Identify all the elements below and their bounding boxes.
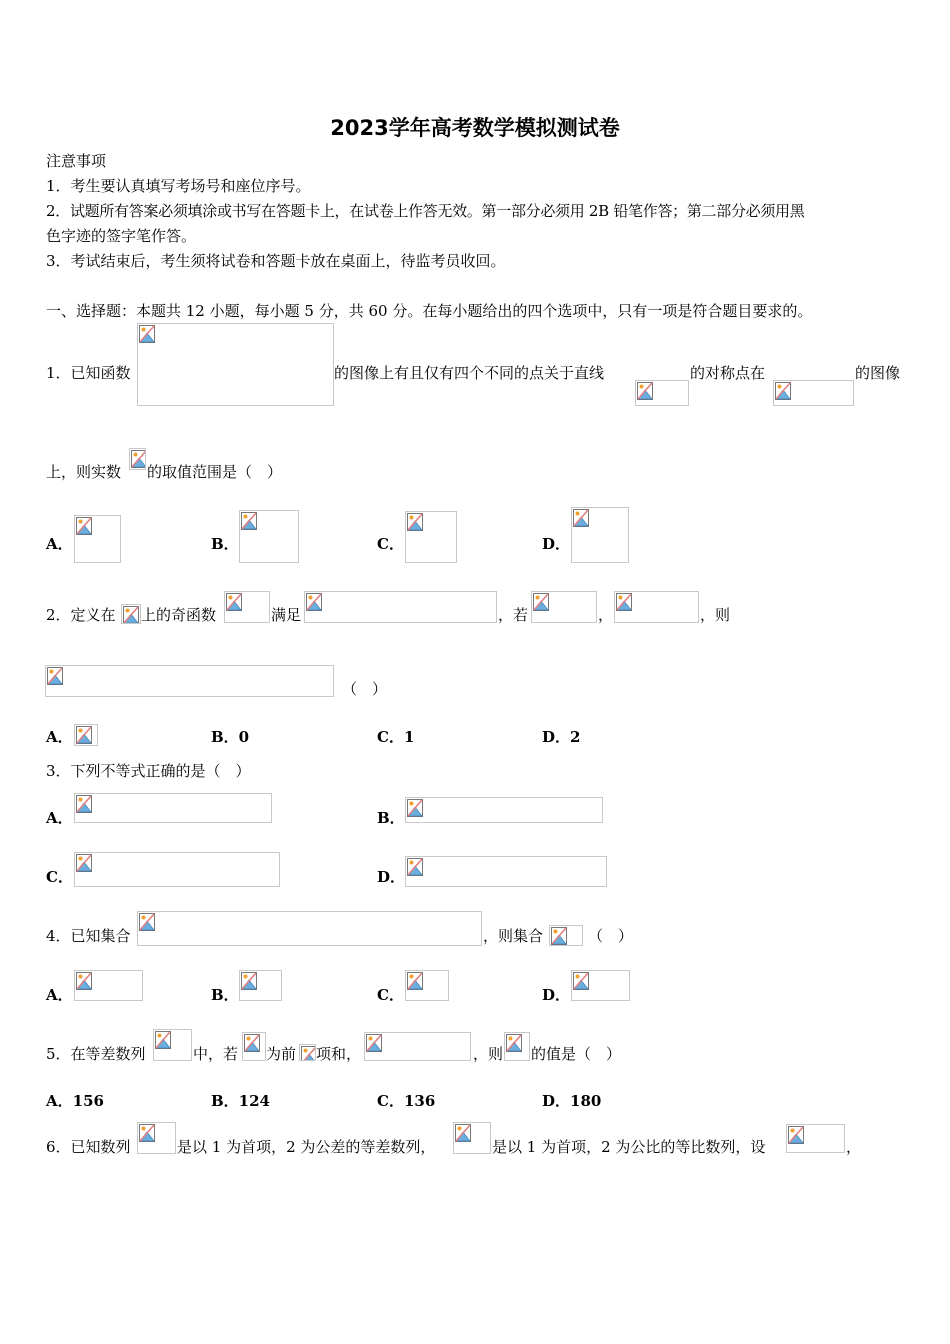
broken-image-icon [637, 382, 653, 400]
option-a: A．156 [46, 1092, 104, 1110]
formula-image [137, 911, 482, 946]
option-b: B． [211, 535, 239, 553]
formula-image [74, 970, 143, 1001]
broken-image-icon [139, 913, 155, 931]
formula-image [571, 507, 629, 563]
q2-text: 2．定义在 [46, 606, 116, 624]
formula-image [121, 604, 141, 624]
q1-text: 的对称点在 [690, 364, 766, 382]
broken-image-icon [301, 1046, 316, 1061]
formula-image [304, 591, 497, 623]
option-d: D．2 [542, 728, 581, 746]
broken-image-icon [366, 1034, 382, 1052]
broken-image-icon [407, 799, 423, 817]
formula-image [773, 380, 854, 406]
q2-text: ，若 [498, 606, 529, 624]
option-b: B．0 [211, 728, 250, 746]
q4-text: 4．已知集合 [46, 927, 131, 945]
notice-item: 色字迹的签字笔作答。 [46, 227, 197, 245]
formula-image [635, 380, 689, 406]
notice-item: 3．考试结束后，考生须将试卷和答题卡放在桌面上，待监考员收回。 [46, 252, 506, 270]
option-d: D． [542, 535, 571, 553]
broken-image-icon [407, 972, 423, 990]
q6-text: ， [846, 1138, 862, 1156]
notice-heading: 注意事项 [46, 152, 107, 170]
q2-text: ，则 [700, 606, 731, 624]
broken-image-icon [226, 593, 242, 611]
q6-text: 是以 1 为首项，2 为公比的等比数列，设 [492, 1138, 766, 1156]
broken-image-icon [616, 593, 632, 611]
broken-image-icon [407, 513, 423, 531]
broken-image-icon [551, 927, 567, 945]
broken-image-icon [155, 1031, 171, 1049]
broken-image-icon [573, 972, 589, 990]
formula-image [74, 793, 272, 823]
option-a: A． [46, 809, 73, 827]
formula-image [74, 724, 98, 746]
q1-text: 的图像上有且仅有四个不同的点关于直线 [334, 364, 605, 382]
option-a: A． [46, 535, 73, 553]
q5-text: ，则 [473, 1045, 504, 1063]
broken-image-icon [244, 1034, 260, 1052]
q5-text: 5．在等差数列 [46, 1045, 146, 1063]
option-a: A． [46, 986, 73, 1004]
broken-image-icon [139, 1124, 155, 1142]
q6-text: 是以 1 为首项，2 为公差的等差数列， [177, 1138, 436, 1156]
broken-image-icon [533, 593, 549, 611]
formula-image [549, 925, 583, 946]
q5-text: 中，若 [193, 1045, 239, 1063]
q6-text: 6．已知数列 [46, 1138, 131, 1156]
formula-image [364, 1032, 471, 1061]
broken-image-icon [131, 450, 146, 468]
formula-image [571, 970, 630, 1001]
q3-stem: 3．下列不等式正确的是（ ） [46, 762, 251, 780]
q2-text: 上的奇函数 [141, 606, 217, 624]
broken-image-icon [76, 726, 92, 744]
formula-image [405, 511, 457, 563]
formula-image [405, 797, 603, 823]
formula-image [239, 510, 299, 563]
notice-item: 1．考生要认真填写考场号和座位序号。 [46, 177, 311, 195]
broken-image-icon [506, 1034, 522, 1052]
formula-image [224, 591, 270, 623]
formula-image [129, 448, 146, 470]
formula-image [242, 1032, 266, 1061]
formula-image [299, 1044, 316, 1061]
q1-text: 1．已知函数 [46, 364, 131, 382]
broken-image-icon [573, 509, 589, 527]
formula-image [74, 515, 121, 563]
broken-image-icon [123, 606, 139, 624]
formula-image [531, 591, 597, 623]
option-b: B．124 [211, 1092, 270, 1110]
option-a: A． [46, 728, 73, 746]
formula-image [239, 970, 282, 1001]
formula-image [504, 1032, 530, 1061]
q4-text: ，则集合 [483, 927, 544, 945]
option-b: B． [211, 986, 239, 1004]
option-c: C．136 [377, 1092, 436, 1110]
option-b: B． [377, 809, 405, 827]
formula-image [45, 665, 334, 697]
formula-image [614, 591, 699, 623]
broken-image-icon [76, 795, 92, 813]
formula-image [405, 856, 607, 887]
q1-text: 上，则实数 [46, 463, 122, 481]
broken-image-icon [76, 854, 92, 872]
broken-image-icon [775, 382, 791, 400]
q2-text: ， [598, 606, 614, 624]
option-c: C．1 [377, 728, 415, 746]
q5-text: 的值是（ ） [531, 1045, 622, 1063]
broken-image-icon [47, 667, 63, 685]
q2-text: 满足 [271, 606, 302, 624]
broken-image-icon [241, 512, 257, 530]
option-c: C． [377, 535, 404, 553]
broken-image-icon [788, 1126, 804, 1144]
formula-image [453, 1122, 491, 1154]
option-d: D． [377, 868, 406, 886]
formula-image [786, 1124, 845, 1153]
formula-image [137, 1122, 176, 1154]
broken-image-icon [241, 972, 257, 990]
q1-text: 的图像 [855, 364, 901, 382]
option-c: C． [377, 986, 404, 1004]
option-c: C． [46, 868, 73, 886]
page-title: 2023学年高考数学模拟测试卷 [330, 116, 620, 140]
formula-image [137, 323, 334, 406]
broken-image-icon [76, 517, 92, 535]
option-d: D．180 [542, 1092, 602, 1110]
section-heading: 一、选择题：本题共 12 小题，每小题 5 分，共 60 分。在每小题给出的四个选项中，只有一项是符合题目要求的。 [46, 302, 813, 320]
broken-image-icon [407, 858, 423, 876]
q2-text: （ ） [342, 680, 388, 698]
q1-text: 的取值范围是（ ） [147, 463, 283, 481]
broken-image-icon [455, 1124, 471, 1142]
q5-text: 为前 [266, 1045, 297, 1063]
option-d: D． [542, 986, 571, 1004]
formula-image [74, 852, 280, 887]
broken-image-icon [306, 593, 322, 611]
notice-item: 2．试题所有答案必须填涂或书写在答题卡上，在试卷上作答无效。第一部分必须用 2B 铅笔作答；第二部分必须用黑 [46, 202, 805, 220]
broken-image-icon [139, 325, 155, 343]
formula-image [153, 1029, 192, 1061]
q5-text: 项和， [316, 1045, 362, 1063]
formula-image [405, 970, 449, 1001]
broken-image-icon [76, 972, 92, 990]
q4-text: （ ） [588, 927, 634, 945]
